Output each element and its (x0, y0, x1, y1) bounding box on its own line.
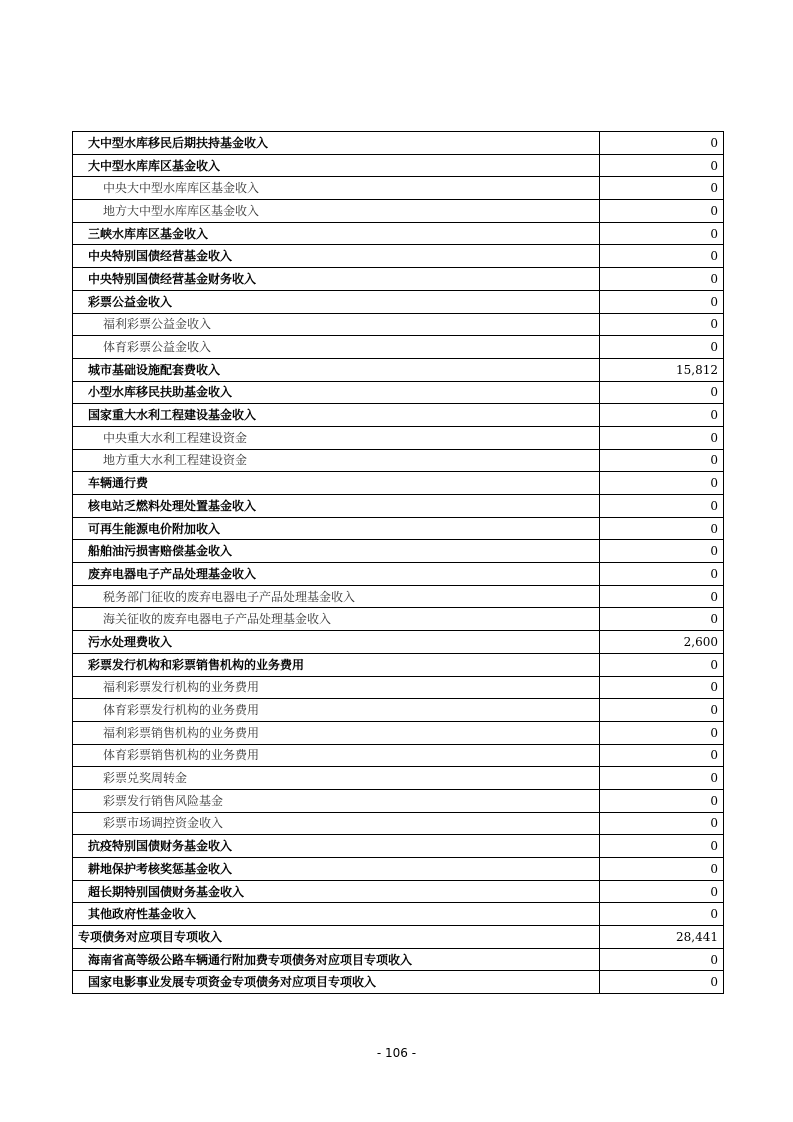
table-body (73, 132, 724, 994)
table-row (73, 971, 724, 994)
row-amount: 0 (600, 200, 724, 223)
table-row (73, 563, 724, 586)
row-amount: 15,812 (600, 358, 724, 381)
row-item-name: 福利彩票销售机构的业务费用 (73, 721, 600, 744)
row-amount: 0 (600, 563, 724, 586)
row-amount: 0 (600, 154, 724, 177)
table-row (73, 313, 724, 336)
row-amount: 0 (600, 336, 724, 359)
table-row (73, 926, 724, 949)
row-item-name: 彩票发行销售风险基金 (73, 789, 600, 812)
row-amount: 0 (600, 268, 724, 291)
table-row (73, 699, 724, 722)
table-row (73, 676, 724, 699)
row-item-name: 城市基础设施配套费收入 (73, 358, 600, 381)
table-row (73, 812, 724, 835)
row-item-name: 地方大中型水库库区基金收入 (73, 200, 600, 223)
table-row (73, 404, 724, 427)
table-row (73, 426, 724, 449)
row-item-name: 海关征收的废弃电器电子产品处理基金收入 (73, 608, 600, 631)
row-item-name: 超长期特别国债财务基金收入 (73, 880, 600, 903)
row-item-name: 小型水库移民扶助基金收入 (73, 381, 600, 404)
page-number: - 106 - (376, 1046, 417, 1060)
row-item-name: 污水处理费收入 (73, 631, 600, 654)
row-item-name: 体育彩票销售机构的业务费用 (73, 744, 600, 767)
row-amount: 0 (600, 585, 724, 608)
table-row (73, 200, 724, 223)
row-item-name: 彩票市场调控资金收入 (73, 812, 600, 835)
row-amount: 0 (600, 948, 724, 971)
table-row (73, 177, 724, 200)
row-item-name: 专项债务对应项目专项收入 (73, 926, 600, 949)
table-row (73, 495, 724, 518)
row-amount: 0 (600, 222, 724, 245)
row-item-name: 抗疫特别国债财务基金收入 (73, 835, 600, 858)
row-amount: 0 (600, 653, 724, 676)
row-amount: 0 (600, 744, 724, 767)
table-row (73, 948, 724, 971)
row-item-name: 中央特别国债经营基金财务收入 (73, 268, 600, 291)
table-row (73, 336, 724, 359)
table-row (73, 608, 724, 631)
table-row (73, 540, 724, 563)
row-item-name: 国家电影事业发展专项资金专项债务对应项目专项收入 (73, 971, 600, 994)
row-amount: 0 (600, 517, 724, 540)
row-amount: 0 (600, 177, 724, 200)
table-row (73, 132, 724, 155)
row-item-name: 耕地保护考核奖惩基金收入 (73, 858, 600, 881)
table-row (73, 290, 724, 313)
table-row (73, 903, 724, 926)
row-amount: 0 (600, 676, 724, 699)
row-item-name: 中央特别国债经营基金收入 (73, 245, 600, 268)
row-item-name: 彩票兑奖周转金 (73, 767, 600, 790)
table-row (73, 631, 724, 654)
row-item-name: 税务部门征收的废弃电器电子产品处理基金收入 (73, 585, 600, 608)
row-item-name: 中央重大水利工程建设资金 (73, 426, 600, 449)
row-item-name: 地方重大水利工程建设资金 (73, 449, 600, 472)
row-item-name: 彩票公益金收入 (73, 290, 600, 313)
row-item-name: 船舶油污损害赔偿基金收入 (73, 540, 600, 563)
row-item-name: 体育彩票公益金收入 (73, 336, 600, 359)
row-amount: 0 (600, 880, 724, 903)
table-row (73, 154, 724, 177)
row-item-name: 体育彩票发行机构的业务费用 (73, 699, 600, 722)
table-row (73, 744, 724, 767)
row-amount: 0 (600, 290, 724, 313)
table-row (73, 585, 724, 608)
row-amount: 0 (600, 721, 724, 744)
row-amount: 0 (600, 495, 724, 518)
table-row (73, 245, 724, 268)
row-amount: 0 (600, 858, 724, 881)
table-row (73, 268, 724, 291)
row-amount: 0 (600, 812, 724, 835)
row-amount: 0 (600, 313, 724, 336)
row-amount: 0 (600, 540, 724, 563)
table-row (73, 358, 724, 381)
row-amount: 0 (600, 472, 724, 495)
row-amount: 0 (600, 381, 724, 404)
table-row (73, 880, 724, 903)
row-amount: 0 (600, 449, 724, 472)
table-row (73, 222, 724, 245)
row-item-name: 国家重大水利工程建设基金收入 (73, 404, 600, 427)
row-amount: 0 (600, 789, 724, 812)
row-item-name: 彩票发行机构和彩票销售机构的业务费用 (73, 653, 600, 676)
table-row (73, 517, 724, 540)
table-row (73, 789, 724, 812)
row-amount: 0 (600, 971, 724, 994)
row-amount: 0 (600, 132, 724, 155)
row-item-name: 车辆通行费 (73, 472, 600, 495)
table-row (73, 449, 724, 472)
row-amount: 0 (600, 903, 724, 926)
row-amount: 2,600 (600, 631, 724, 654)
row-item-name: 福利彩票发行机构的业务费用 (73, 676, 600, 699)
row-item-name: 核电站乏燃料处理处置基金收入 (73, 495, 600, 518)
fund-revenue-table (72, 131, 724, 994)
row-item-name: 三峡水库库区基金收入 (73, 222, 600, 245)
row-item-name: 可再生能源电价附加收入 (73, 517, 600, 540)
row-item-name: 大中型水库移民后期扶持基金收入 (73, 132, 600, 155)
row-item-name: 海南省高等级公路车辆通行附加费专项债务对应项目专项收入 (73, 948, 600, 971)
row-amount: 0 (600, 426, 724, 449)
table-row (73, 472, 724, 495)
row-amount: 0 (600, 699, 724, 722)
row-amount: 28,441 (600, 926, 724, 949)
table-row (73, 858, 724, 881)
row-item-name: 大中型水库库区基金收入 (73, 154, 600, 177)
table-row (73, 653, 724, 676)
table-row (73, 835, 724, 858)
table-row (73, 767, 724, 790)
row-amount: 0 (600, 404, 724, 427)
row-item-name: 其他政府性基金收入 (73, 903, 600, 926)
table-row (73, 381, 724, 404)
row-amount: 0 (600, 835, 724, 858)
row-item-name: 中央大中型水库库区基金收入 (73, 177, 600, 200)
row-item-name: 福利彩票公益金收入 (73, 313, 600, 336)
row-amount: 0 (600, 608, 724, 631)
row-item-name: 废弃电器电子产品处理基金收入 (73, 563, 600, 586)
table-row (73, 721, 724, 744)
row-amount: 0 (600, 767, 724, 790)
row-amount: 0 (600, 245, 724, 268)
